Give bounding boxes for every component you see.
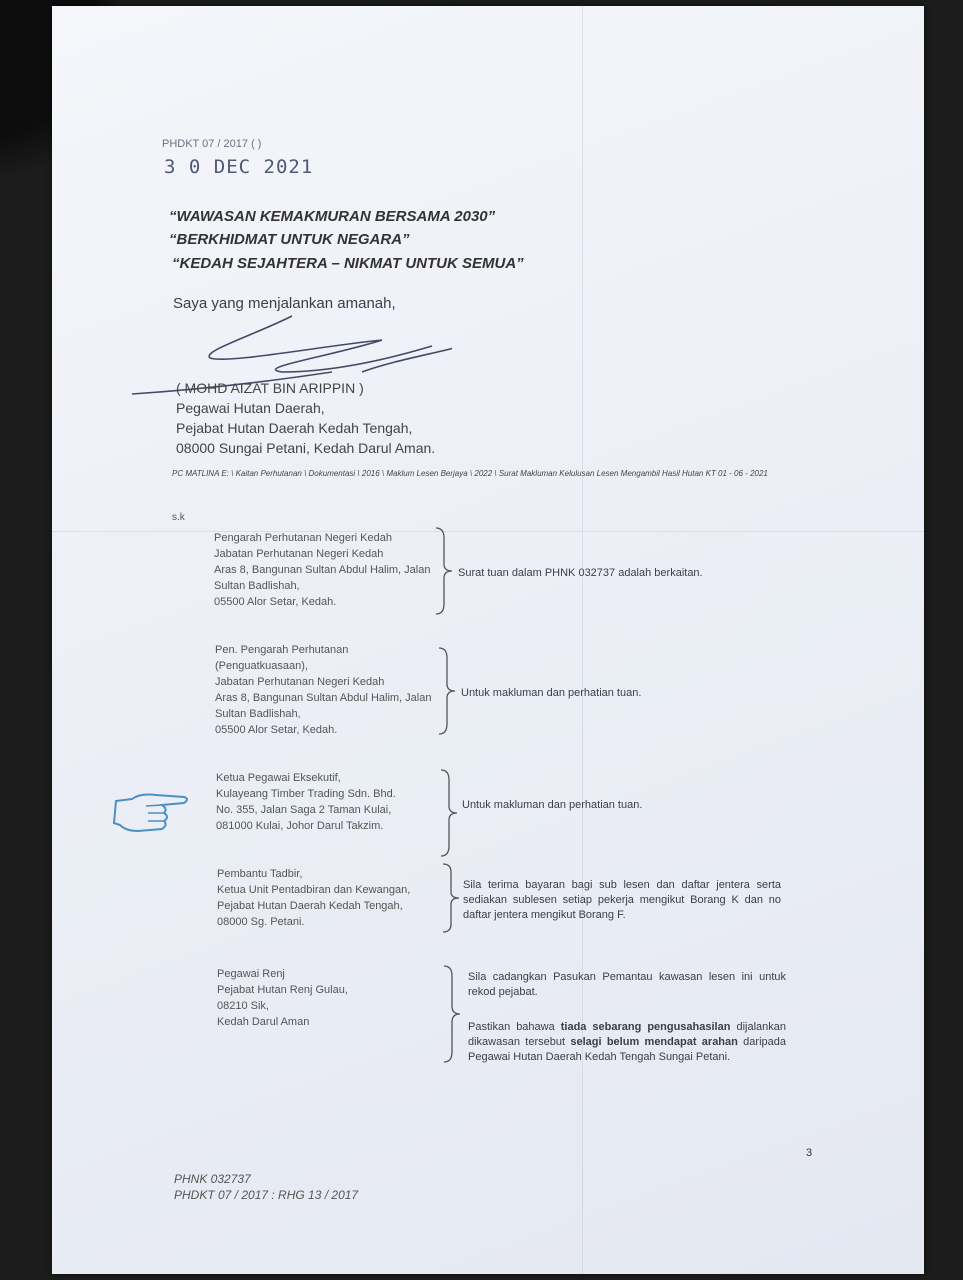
file-path: PC MATLINA E: \ Kaitan Perhutanan \ Dokumentasi \ 2016 \ Maklum Lesen Berjaya \ 2022 \ Surat Makluman Kelulusan Lesen Mengambil Hasil Hutan KT 01 - 06 - 2021 [172,469,768,478]
footer-reference-2: PHDKT 07 / 2017 : RHG 13 / 2017 [174,1188,359,1202]
address-line: Pengarah Perhutanan Negeri Kedah [214,532,392,544]
recipient-note: Untuk makluman dan perhatian tuan. [461,687,642,699]
motto-line-3: “KEDAH SEJAHTERA – NIKMAT UNTUK SEMUA” [172,255,524,272]
signatory-address: 08000 Sungai Petani, Kedah Darul Aman. [176,440,436,456]
note-text: daripada Pegawai Hutan Daerah Kedah Tengah Sungai Petani. [468,1036,786,1063]
address-line: Pegawai Renj [217,968,285,980]
brace-icon [439,862,461,934]
sk-label: s.k [172,512,185,523]
note-emphasis: tiada sebarang pengusahasilan [560,1021,731,1033]
brace-icon [437,768,459,858]
recipient-note: Sila cadangkan Pasukan Pemantau kawasan lesen ini untuk rekod pejabat. [468,971,786,998]
pointing-hand-icon [110,789,192,837]
letter-page [52,6,924,1274]
page-number: 3 [806,1147,813,1159]
address-line: No. 355, Jalan Saga 2 Taman Kulai, [216,804,392,816]
address-line: 05500 Alor Setar, Kedah. [215,724,338,736]
motto-line-2: “BERKHIDMAT UNTUK NEGARA” [169,231,410,248]
address-line: 081000 Kulai, Johor Darul Takzim. [216,820,384,832]
address-line: Kulayeang Timber Trading Sdn. Bhd. [216,788,396,800]
recipient-address [215,642,431,738]
recipient-note: Sila terima bayaran bagi sub lesen dan daftar jentera serta sediakan sublesen setiap pekerja mengikut Borang K dan no daftar jentera mengikut Borang F. [463,879,781,921]
recipient-address [217,866,410,930]
address-line: Jabatan Perhutanan Negeri Kedah [215,676,385,688]
address-line: Sultan Badlishah, [214,580,300,592]
address-line: 08000 Sg. Petani. [217,916,305,928]
paper-fold-vertical [582,6,583,1274]
address-line: Ketua Pegawai Eksekutif, [216,772,341,784]
address-line: Pejabat Hutan Daerah Kedah Tengah, [217,900,403,912]
paper-fold-horizontal [52,531,924,532]
brace-icon [440,964,462,1064]
address-line: Aras 8, Bangunan Sultan Abdul Halim, Jalan [214,564,431,576]
reference-number: PHDKT 07 / 2017 ( ) [162,138,262,150]
recipient-address [216,770,396,834]
address-line: 05500 Alor Setar, Kedah. [214,596,337,608]
recipient-note: Untuk makluman dan perhatian tuan. [462,799,643,811]
recipient-address [214,530,430,610]
address-line: Jabatan Perhutanan Negeri Kedah [214,548,384,560]
footer-reference-1: PHNK 032737 [174,1172,251,1186]
address-line: Sultan Badlishah, [215,708,301,720]
note-emphasis: selagi belum mendapat arahan [570,1036,738,1048]
address-line: Pejabat Hutan Renj Gulau, [217,984,348,996]
signature-intro: Saya yang menjalankan amanah, [173,295,396,312]
brace-icon [435,646,457,736]
address-line: (Penguatkuasaan), [215,660,308,672]
note-text: Pastikan bahawa [468,1021,561,1033]
address-line: Kedah Darul Aman [217,1016,310,1028]
signatory-name: ( MOHD AIZAT BIN ARIPPIN ) [176,380,364,396]
recipient-note: Surat tuan dalam PHNK 032737 adalah berkaitan. [458,567,703,579]
address-line: Pen. Pengarah Perhutanan [215,644,349,656]
address-line: Aras 8, Bangunan Sultan Abdul Halim, Jalan [215,692,432,704]
address-line: 08210 Sik, [217,1000,269,1012]
address-line: Pembantu Tadbir, [217,868,303,880]
signatory-title: Pegawai Hutan Daerah, [176,400,325,416]
note-text: dijalankan dikawasan tersebut [468,1021,786,1048]
date-stamp: 3 0 DEC 2021 [164,156,314,178]
signatory-office: Pejabat Hutan Daerah Kedah Tengah, [176,420,413,436]
brace-icon [432,526,454,616]
recipient-address [217,966,348,1030]
motto-line-1: “WAWASAN KEMAKMURAN BERSAMA 2030” [169,208,496,225]
recipient-note-warning [468,1020,786,1065]
address-line: Ketua Unit Pentadbiran dan Kewangan, [217,884,411,896]
